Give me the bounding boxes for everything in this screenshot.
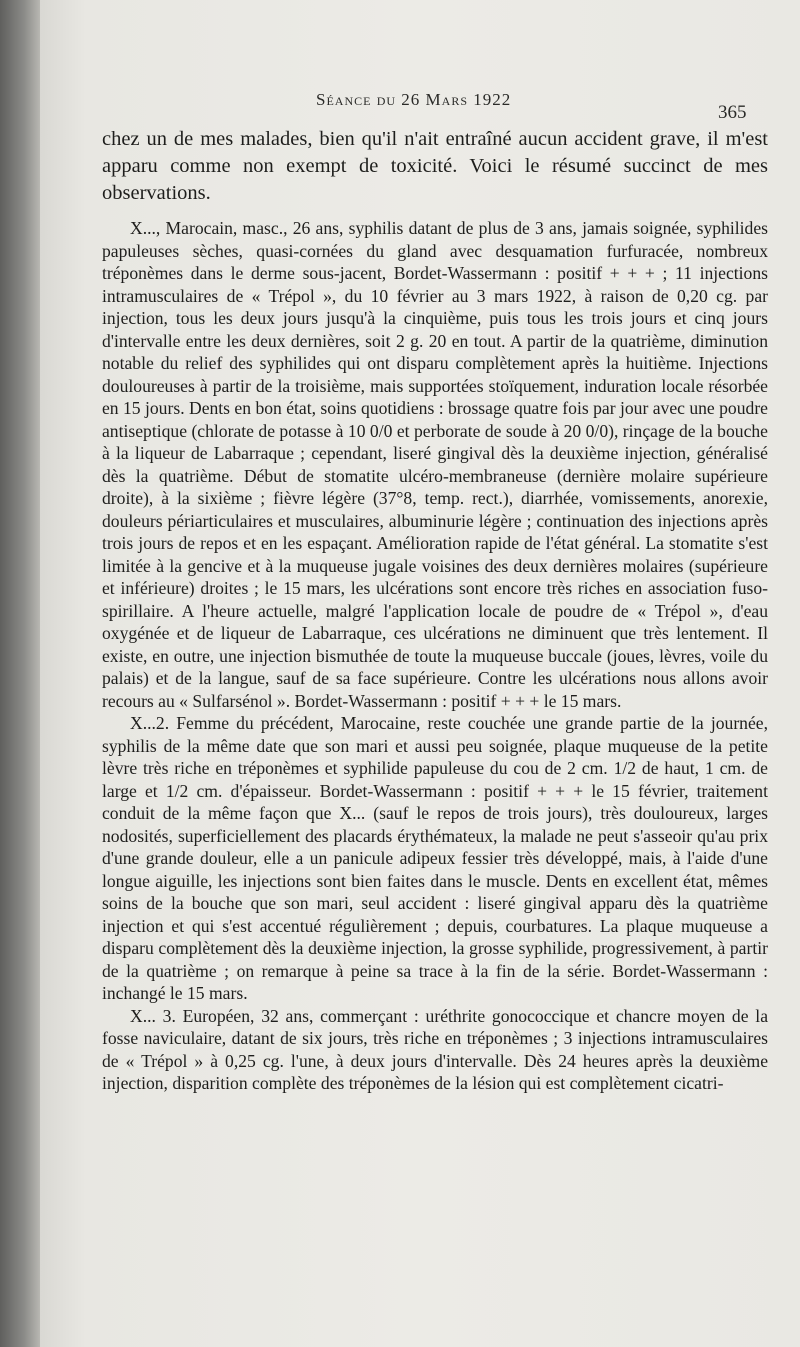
running-head: Séance du 26 Mars 1922 <box>316 90 512 109</box>
page-gutter-shadow <box>0 0 40 1347</box>
page-number: 365 <box>718 102 747 123</box>
body-text <box>102 126 768 1095</box>
paragraph-observation-2: X...2. Femme du précédent, Marocaine, reste couchée une grande partie de la journée, syphilis de la même date que son mari et aussi peu soignée, plaque muqueuse de la petite lèvre très riche en tréponèmes et syphilide papuleuse du cou de 2 cm. 1/2 de haut, 1 cm. de large et 1/2 cm. d'épaisseur. Bordet-Wassermann : positif + + + le 15 février, traitement conduit de la même façon que X... (sauf le repos de trois jours), très douloureux, larges nodosités, superficiellement des placards érythémateux, la malade ne peut s'asseoir qu'au prix d'une grande douleur, elle a un panicule adipeux fessier très développé, mais, à l'aide d'une longue aiguille, les injections sont bien faites dans le muscle. Dents en excellent état, mêmes soins de la bouche que son mari, seul accident : liseré gingival apparu dès la quatrième injection et qui s'est accentué régulièrement ; depuis, courbatures. La plaque muqueuse a disparu complètement dès la deuxième injection, la grosse syphilide, progressivement, à partir de la quatrième ; on remarque à peine sa trace à la fin de la série. Bordet-Wassermann : inchangé le 15 mars. <box>102 713 768 1003</box>
paragraph-intro: chez un de mes malades, bien qu'il n'ait entraîné aucun accident grave, il m'est apparu comme non exempt de toxicité. Voici le résumé succinct de mes observations. <box>102 128 768 204</box>
page-header <box>40 84 800 124</box>
paragraph-observation-3: X... 3. Européen, 32 ans, commerçant : uréthrite gonococcique et chancre moyen de la fosse naviculaire, datant de six jours, très riche en tréponèmes ; 3 injections intramusculaires de « Trépol » à 0,25 cg. l'une, à deux jours d'intervalle. Dès 24 heures après la deuxième injection, disparition complète des tréponèmes de la lésion qui est complètement cicatri- <box>102 1005 768 1093</box>
paragraph-observation-1: X..., Marocain, masc., 26 ans, syphilis datant de plus de 3 ans, jamais soignée, syphilides papuleuses sèches, quasi-cornées du gland avec desquamation furfuracée, nombreux tréponèmes dans le derme sous-jacent, Bordet-Wassermann : positif + + + ; 11 injections intramusculaires de « Trépol », du 10 février au 3 mars 1922, à raison de 0,20 cg. par injection, tous les deux jours jusqu'à la cinquième, puis tous les trois jours et cinq jours d'intervalle entre les deux dernières, soit 2 g. 20 en tout. A partir de la quatrième, diminution notable du relief des syphilides qui ont disparu complètement après la huitième. Injections douloureuses à partir de la troisième, mais supportées stoïquement, induration locale résorbée en 15 jours. Dents en bon état, soins quotidiens : brossage quatre fois par jour avec une poudre antiseptique (chlorate de potasse à 10 0/0 et perborate de soude à 20 0/0), rinçage de la bouche à la liqueur de Labarraque ; cependant, liseré gingival dès la deuxième injection, généralisé dès la quatrième. Début de stomatite ulcéro-membraneuse (dernière molaire supérieure droite), à la sixième ; fièvre légère (37°8, temp. rect.), diarrhée, vomissements, anorexie, douleurs périarticulaires et musculaires, albuminurie légère ; continuation des injections après trois jours de repos et en les espaçant. Amélioration rapide de l'état général. La stomatite s'est limitée à la gencive et à la muqueuse jugale voisines des deux dernières molaires (supérieure et inférieure) droites ; le 15 mars, les ulcérations sont encore très riches en association fuso-spirillaire. A l'heure actuelle, malgré l'application locale de poudre de « Trépol », d'eau oxygénée et de liqueur de Labarraque, ces ulcérations ne diminuent que très lentement. Il existe, en outre, une injection bismuthée de toute la muqueuse buccale (joues, lèvres, voile du palais) et de la langue, sauf de sa face supérieure. Contre les ulcérations nous allons avoir recours au « Sulfarsénol ». Bordet-Wassermann : positif + + + le 15 mars. <box>102 218 768 711</box>
book-page <box>40 0 800 1347</box>
